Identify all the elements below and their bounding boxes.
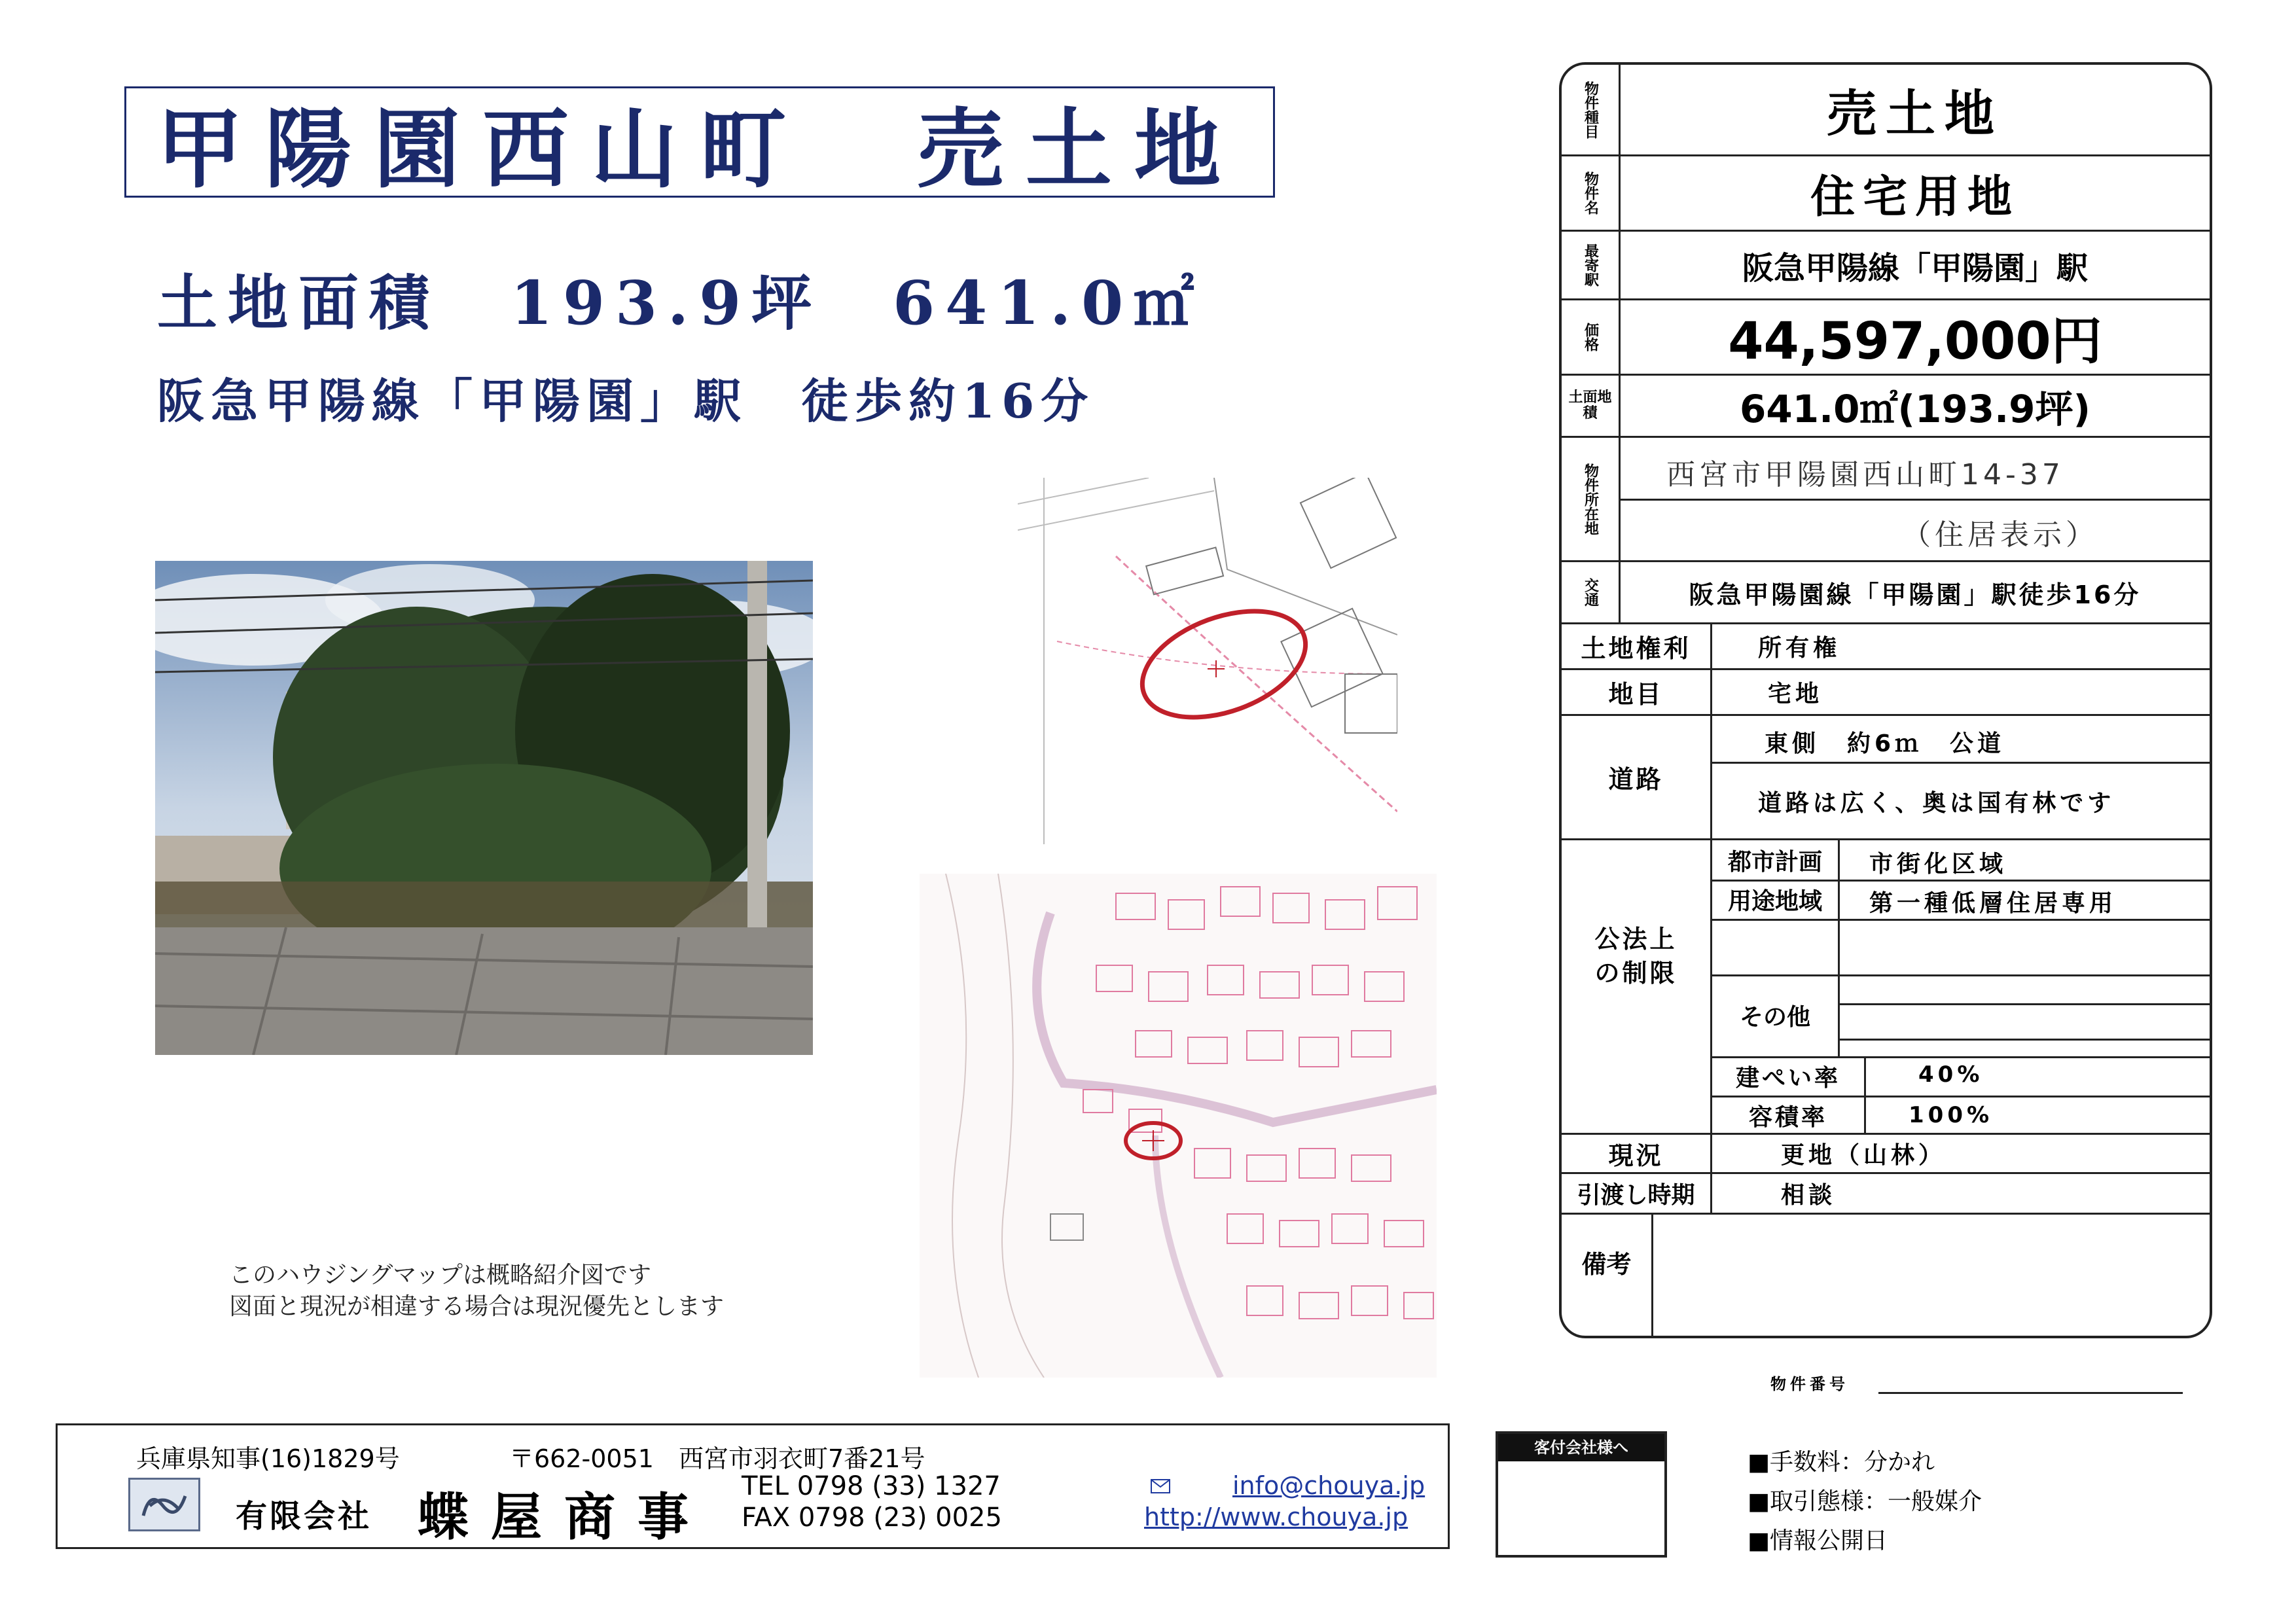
value-location: 西宮市甲陽園西山町14-37 [1666,458,2064,491]
row-land-area [1562,376,2210,438]
label-land-category: 地目 [1562,670,1712,714]
license-number: 兵庫県知事(16)1829号 [136,1444,400,1473]
page-title: 甲陽園西山町 売土地 [156,99,1243,200]
area-map [920,874,1437,1378]
label-remarks: 備考 [1562,1215,1653,1338]
label-location: 物件所在地 [1562,438,1621,560]
company-website-link[interactable]: http://www.chouya.jp [1144,1503,1408,1531]
label-legal-restrictions [1562,840,1712,1133]
label-handover: 引渡し時期 [1562,1174,1712,1213]
row-handover [1562,1174,2210,1215]
value-road-1: 東側 約6ｍ 公道 [1765,730,2005,757]
value-location-note: （住居表示） [1902,518,2098,552]
subrow-coverage [1712,1056,2210,1097]
other-divider-2 [1840,1039,2210,1041]
location-divider [1621,499,2210,501]
value-zoning: 第一種低層住居専用 [1869,890,2117,917]
company-info-box [56,1423,1450,1549]
company-type: 有限会社 [236,1498,372,1535]
mail-icon [1151,1479,1170,1493]
disclaimer-line-2: 図面と現況が相違する場合は現況優先とします [229,1293,725,1320]
terms-list [1748,1443,1982,1561]
label-other: その他 [1712,974,1840,1056]
other-divider-1 [1840,1003,2210,1005]
subrow-city-plan [1712,840,2210,882]
term-transaction-type: ■取引態様：一般媒介 [1748,1488,1982,1515]
company-name: 蝶屋商事 [418,1488,711,1547]
legal-restrictions-text: 公法上の制限 [1594,925,1677,988]
detail-map [1018,478,1397,844]
row-property-name [1562,156,2210,232]
value-floor-area-ratio: 100% [1909,1102,1994,1128]
label-zoning: 用途地域 [1712,880,1840,919]
company-address: 〒662-0051 西宮市羽衣町7番21号 [509,1444,925,1473]
value-land-rights: 所有権 [1758,635,1841,662]
term-publish-date: ■情報公開日 [1748,1527,1888,1554]
property-number-label: 物件番号 [1770,1375,1849,1393]
value-land-area: 641.0㎡(193.9坪) [1740,387,2090,431]
for-agents-box [1496,1431,1667,1558]
value-property-name: 住宅用地 [1810,171,2020,223]
row-property-type [1562,65,2210,156]
label-price: 価格 [1562,300,1621,374]
term-fee: ■手数料：分かれ [1748,1449,1935,1476]
value-handover: 相談 [1781,1182,1837,1209]
site-photo [155,561,813,1055]
value-property-type: 売土地 [1827,84,2003,143]
access-headline: 阪急甲陽線「甲陽園」駅 徒歩約16分 [157,373,1095,429]
value-road-2: 道路は広く、奥は国有林です [1758,790,2115,817]
property-info-table [1559,62,2212,1338]
row-road [1562,716,2210,840]
disclaimer-line-1: このハウジングマップは概略紹介図です [229,1262,651,1289]
label-property-type: 物件種目 [1562,65,1621,154]
subrow-zoning [1712,880,2210,921]
title-box [124,86,1275,198]
label-city-plan: 都市計画 [1712,840,1840,880]
blank-cell [1712,919,1840,974]
row-location [1562,438,2210,562]
value-land-category: 宅地 [1768,681,1823,707]
company-email-link[interactable]: info@chouya.jp [1232,1471,1426,1500]
value-city-plan: 市街化区域 [1869,851,2007,878]
row-nearest-station [1562,232,2210,300]
row-price [1562,300,2210,376]
row-transport [1562,562,2210,624]
row-land-rights [1562,624,2210,670]
row-current-status [1562,1135,2210,1174]
label-nearest-station: 最寄駅 [1562,232,1621,298]
value-nearest-station: 阪急甲陽線「甲陽園」駅 [1742,249,2088,287]
company-fax: FAX 0798 (23) 0025 [742,1503,1002,1533]
company-tel: TEL 0798 (33) 1327 [742,1471,1001,1501]
label-land-rights: 土地権利 [1562,624,1712,668]
label-coverage: 建ぺい率 [1712,1056,1866,1096]
label-property-name: 物件名 [1562,156,1621,230]
label-land-area: 土面地積 [1562,376,1621,436]
road-divider [1712,762,2210,764]
label-road: 道路 [1562,716,1712,838]
value-price: 44,597,000円 [1728,312,2102,371]
map-disclaimer [229,1260,724,1323]
label-floor-area-ratio: 容積率 [1712,1096,1866,1135]
value-coverage: 40% [1918,1061,1984,1088]
land-area-headline: 土地面積 193.9坪 641.0㎡ [157,268,1205,338]
value-current-status: 更地（山林） [1781,1142,1946,1169]
row-legal-restrictions [1562,840,2210,1135]
subrow-blank [1712,919,2210,976]
for-agents-header: 客付会社様へ [1498,1434,1664,1461]
row-land-category [1562,670,2210,716]
value-transport: 阪急甲陽園線「甲陽園」駅徒歩16分 [1689,580,2142,609]
row-remarks [1562,1215,2210,1338]
label-current-status: 現況 [1562,1135,1712,1172]
property-number-line [1878,1392,2183,1394]
label-transport: 交通 [1562,562,1621,622]
subrow-other [1712,974,2210,1058]
company-logo-icon [128,1478,200,1531]
subrow-floor-area-ratio [1712,1096,2210,1135]
